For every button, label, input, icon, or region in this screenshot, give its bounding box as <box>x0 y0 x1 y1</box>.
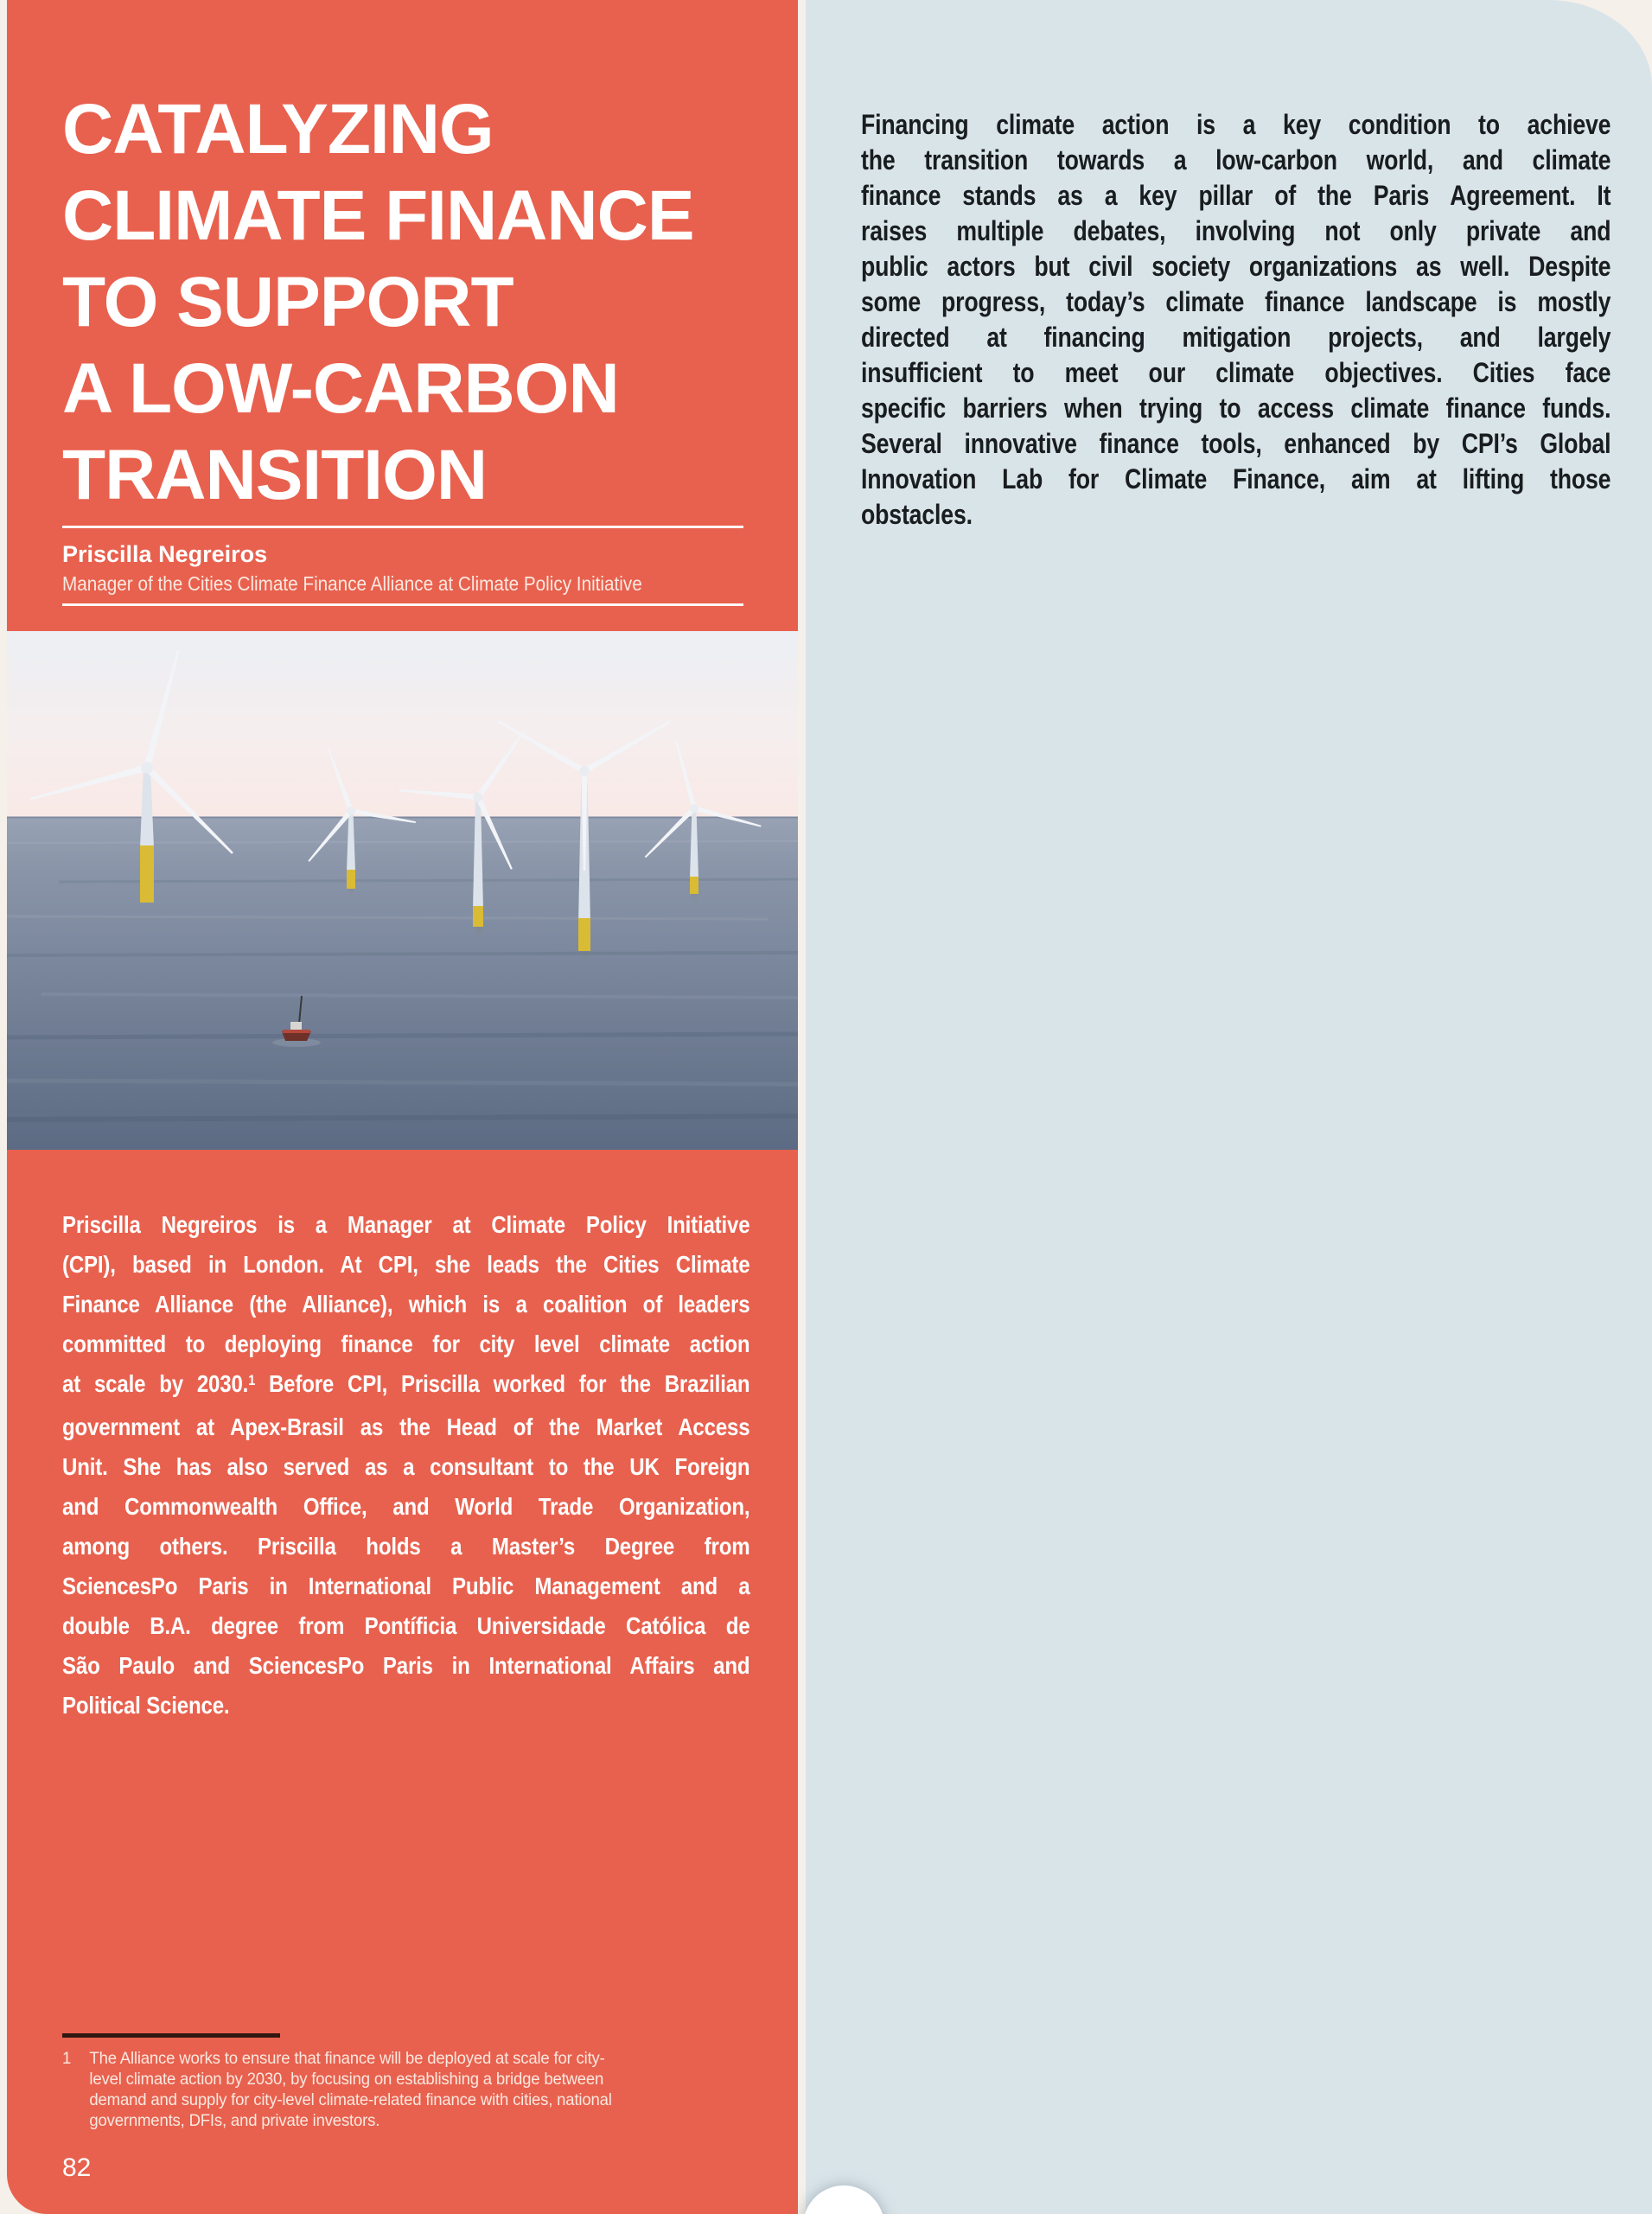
text-line: CATALYZING <box>62 90 494 169</box>
sea <box>7 817 798 1150</box>
text-line: public actors but civil society organizations as well. Despite <box>861 251 1611 282</box>
page-number: 82 <box>62 2153 92 2182</box>
text-line: TRANSITION <box>62 436 488 514</box>
text-line: A LOW-CARBON <box>62 349 619 428</box>
text-line: São Paulo and SciencesPo Paris in International Affairs and <box>62 1652 750 1679</box>
text-line: at scale by 2030.$^1$ Before CPI, Priscilla worked for the Brazilian <box>62 1370 750 1397</box>
text-line: level climate action by 2030, by focusing on establishing a bridge between <box>89 2070 604 2089</box>
author-divider-bottom <box>62 603 743 606</box>
author-bio <box>62 1205 749 1726</box>
text-line: Several innovative finance tools, enhanced by CPI’s Global <box>861 428 1611 459</box>
text-line: and Commonwealth Office, and World Trade Organization, <box>62 1493 750 1520</box>
mountain-logo-icon <box>803 2185 884 2214</box>
left-orange-panel <box>7 0 798 2214</box>
article-title <box>62 86 743 519</box>
footnote <box>62 2033 780 2131</box>
text-line: TO SUPPORT <box>62 263 513 341</box>
footnote-lines <box>89 2048 745 2131</box>
text-line: Priscilla Negreiros is a Manager at Climate Policy Initiative <box>62 1211 750 1238</box>
text-line: Financing climate action is a key condition to achieve <box>861 109 1611 140</box>
text-line: SciencesPo Paris in International Public Management and a <box>62 1573 750 1599</box>
text-line: CLIMATE FINANCE <box>62 176 694 255</box>
partial-logo-badge <box>803 2185 884 2214</box>
author-name: Priscilla Negreiros <box>62 541 268 567</box>
footnote-marker: 1 <box>62 2049 72 2068</box>
wind-farm-photo <box>7 631 798 1150</box>
text-line: finance stands as a key pillar of the Paris Agreement. It <box>861 180 1611 211</box>
text-line: The Alliance works to ensure that finance will be deployed at scale for city- <box>89 2049 605 2068</box>
text-line: some progress, today’s climate finance landscape is mostly <box>861 286 1611 317</box>
text-line: government at Apex-Brasil as the Head of the Market Access <box>62 1413 750 1440</box>
text-line: demand and supply for city-level climate-related finance with cities, national <box>89 2090 612 2109</box>
text-line: double B.A. degree from Pontíficia Universidade Católica de <box>62 1612 750 1639</box>
author-divider-top <box>62 526 743 528</box>
author-role-wrap <box>62 571 743 596</box>
footnote-reference: 1 <box>248 1372 256 1389</box>
left-panel-content <box>7 86 798 1726</box>
text-line: raises multiple debates, involving not only private and <box>861 215 1611 246</box>
intro-paragraph <box>861 107 1611 533</box>
text-line: directed at financing mitigation projects, and largely <box>861 322 1611 353</box>
text-line: obstacles. <box>861 499 973 530</box>
footnote-rule <box>62 2033 280 2038</box>
text-line: committed to deploying finance for city level climate action <box>62 1330 750 1357</box>
text-line: (CPI), based in London. At CPI, she leads the Cities Climate <box>62 1251 750 1278</box>
text-line: the transition towards a low-carbon world, and climate <box>861 144 1611 175</box>
text-line: Innovation Lab for Climate Finance, aim at lifting those <box>861 463 1611 494</box>
footnote-text <box>62 2048 745 2131</box>
text-line: Political Science. <box>62 1692 230 1719</box>
text-line: governments, DFIs, and private investors. <box>89 2111 380 2130</box>
text-line: among others. Priscilla holds a Master’s Degree from <box>62 1533 750 1560</box>
text-line: Unit. She has also served as a consultant to the UK Foreign <box>62 1453 750 1480</box>
text-line: Finance Alliance (the Alliance), which is a coalition of leaders <box>62 1291 750 1318</box>
text-line: specific barriers when trying to access climate finance funds. <box>861 392 1611 424</box>
author-role: Manager of the Cities Climate Finance Alliance at Climate Policy Initiative <box>62 572 642 595</box>
right-blue-panel <box>806 0 1652 2214</box>
text-line: insufficient to meet our climate objectives. Cities face <box>861 357 1611 388</box>
